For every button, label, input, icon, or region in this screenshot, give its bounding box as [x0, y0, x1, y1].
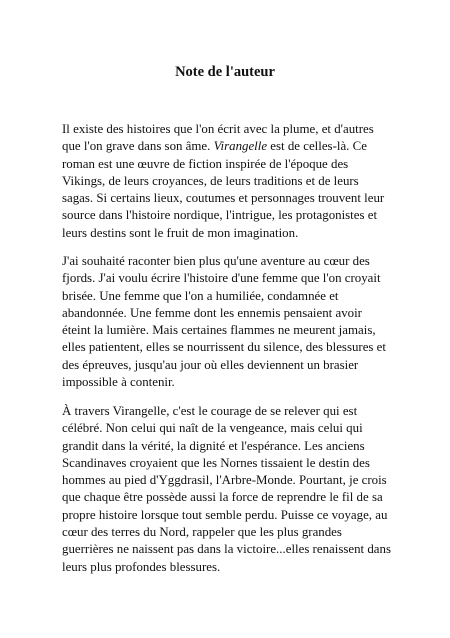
paragraph-intro — [62, 121, 392, 242]
paragraph-story: J'ai souhaité raconter bien plus qu'une aventure au cœur des fjords. J'ai voulu écrire l'histoire d'une femme que l'on croyait brisée. Une femme que l'on a humiliée, condamnée et abandonnée. Une femme dont les ennemis pensaient avoir éteint la lumière. Mais certaines flammes ne meurent jamais, elles patientent, elles se nourrissent du silence, des blessures et des épreuves, jusqu'au jour où elles deviennent un brasier impossible à contenir. — [62, 254, 386, 390]
paragraph-intro-text-end: est de celles-là. Ce roman est une œuvre de fiction inspirée de l'époque des Vikings, de leurs croyances, de leurs traditions et de leurs sagas. Si certains lieux, coutumes et personnages trouvent leur source dans l'histoire nordique, l'intrigue, les protagonistes et leurs destins sont le fruit de mon imagination. — [62, 139, 385, 240]
paragraph-intro-text-start: Il existe des histoires que l'on écrit avec la plume, et d'autres que l'on grave dans son âme. — [62, 122, 374, 154]
book-title-italic: Virangelle — [213, 139, 268, 154]
page-title: Note de l'auteur — [175, 64, 275, 80]
paragraph-closing: À travers Virangelle, c'est le courage de se relever qui est célébré. Non celui qui naît de la vengeance, mais celui qui grandit dans la vérité, la dignité et l'espérance. Les anciens Scandinaves croyaient que les Nornes tissaient le destin des hommes au pied d'Yggdrasil, l'Arbre-Monde. Pourtant, je crois que chaque être possède aussi la force de reprendre le fil de sa propre histoire lorsque tout semble perdu. Puisse ce voyage, au cœur des terres du Nord, rappeler que les plus grandes guerrières ne naissent pas dans la victoire...elles renaissent dans leurs plus profondes blessures. — [62, 404, 391, 574]
